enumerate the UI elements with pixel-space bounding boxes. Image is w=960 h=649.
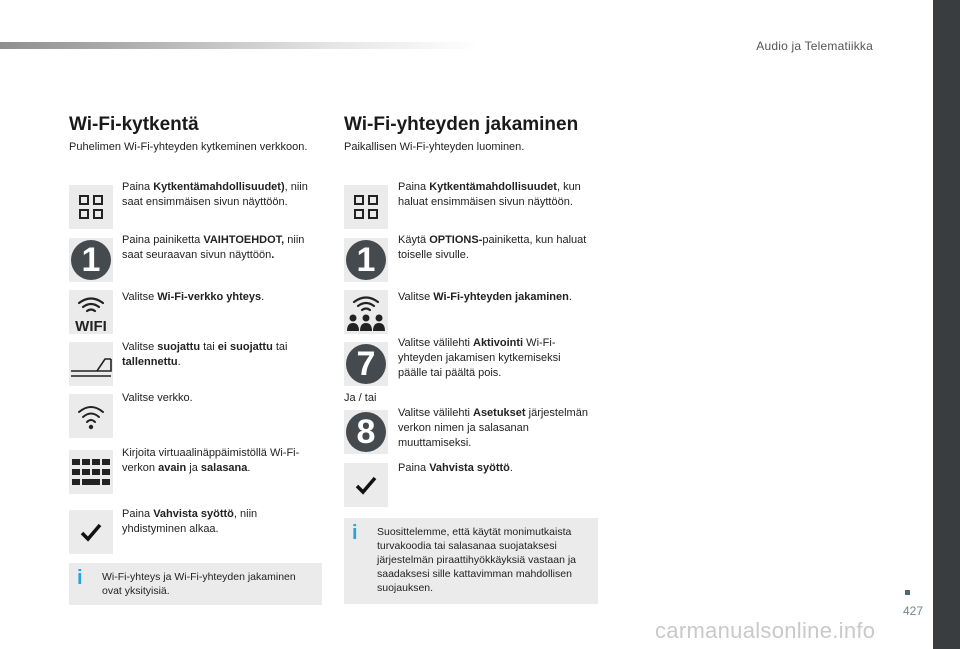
right-info-text: Suosittelemme, että käytät monimutkaista turvakoodia tai salasanaa suojataksesi järjestelmän piraattihyökkäyksiä vastaan ja saadaksesi sille kattavimman mahdollisen suojauksen.	[377, 526, 577, 594]
side-tab	[933, 0, 960, 649]
step-text-run: tai	[200, 341, 218, 353]
right-title: Wi-Fi-yhteyden jakaminen	[344, 114, 579, 135]
step-text-run: Wi-Fi-yhteyden jakamisen kytkemiseksi päälle tai päältä pois.	[398, 337, 561, 379]
left-step-3	[122, 290, 322, 305]
step-text-run: OPTIONS-	[429, 234, 483, 246]
menu-grid-icon	[344, 185, 388, 229]
menu-grid-icon	[69, 185, 113, 229]
tab-icon	[69, 342, 113, 386]
step-text-run: tallennettu	[122, 356, 178, 368]
right-step-6	[398, 461, 588, 476]
step-text-run: Asetukset	[473, 407, 526, 419]
step-text-run: Aktivointi	[473, 337, 524, 349]
step-text-run: .	[177, 356, 181, 368]
wifi-sharing-icon	[344, 290, 388, 334]
step-text-run: painiketta, kun haluat toiselle sivulle.	[398, 234, 587, 261]
number-8-icon: 8	[344, 410, 388, 454]
number-7-icon: 7	[344, 342, 388, 386]
step-text-run: Wi-Fi-yhteyden jakaminen	[433, 291, 569, 303]
step-text-run: Wi-Fi-verkko yhteys	[157, 291, 262, 303]
number-1-icon: 1	[69, 238, 113, 282]
step-text-run: .	[271, 249, 275, 261]
step-text-run: , niin saat ensimmäisen sivun näyttöön.	[122, 181, 308, 208]
step-text-run: Paina painiketta	[122, 234, 204, 246]
left-step-1	[122, 180, 317, 210]
left-subtitle: Puhelimen Wi-Fi-yhteyden kytkeminen verkkoon.	[69, 141, 308, 153]
or-label: Ja / tai	[344, 392, 377, 404]
page-number: 427	[903, 604, 924, 618]
svg-text:WIFI: WIFI	[75, 318, 107, 333]
number-1-icon: 1	[344, 238, 388, 282]
step-text-run: , niin yhdistyminen alkaa.	[122, 508, 258, 535]
step-text-run: Käytä	[398, 234, 430, 246]
step-text-run: niin saat seuraavan sivun näyttöön	[122, 234, 305, 261]
step-text-run: Kytkentämahdollisuudet)	[153, 181, 285, 193]
step-text-run: Valitse välilehti	[398, 407, 473, 419]
left-info-box	[69, 563, 322, 605]
wifi-label-icon	[69, 290, 113, 334]
page-marker	[905, 590, 910, 595]
left-step-7	[122, 507, 322, 537]
step-text-run: tai	[272, 341, 288, 353]
step-text-run: VAIHTOEHDOT,	[203, 234, 285, 246]
right-info-box	[344, 518, 598, 604]
right-step-3	[398, 290, 598, 305]
checkmark-icon	[69, 510, 113, 554]
step-text-run: Paina	[398, 181, 430, 193]
step-text-run: suojattu	[157, 341, 201, 353]
step-text-run: .	[247, 462, 251, 474]
left-title: Wi-Fi-kytkentä	[69, 114, 199, 135]
step-text-run: Paina	[122, 181, 154, 193]
right-step-4	[398, 336, 588, 381]
step-text-run: .	[568, 291, 572, 303]
step-text-run: Paina	[122, 508, 154, 520]
left-step-4	[122, 340, 322, 370]
left-step-5	[122, 391, 322, 406]
step-text-run: Valitse verkko.	[122, 392, 193, 404]
keyboard-icon	[69, 450, 113, 494]
step-text-run: .	[509, 462, 513, 474]
step-text-run: Vahvista syöttö	[153, 508, 234, 520]
right-step-2	[398, 233, 588, 263]
step-text-run: Valitse	[398, 291, 434, 303]
watermark: carmanualsonline.info	[655, 618, 876, 643]
step-text-run: Kytkentämahdollisuudet	[429, 181, 557, 193]
right-step-1	[398, 180, 588, 210]
step-text-run: avain	[158, 462, 187, 474]
left-step-6	[122, 446, 322, 476]
step-text-run: ei suojattu	[217, 341, 273, 353]
left-info-text: Wi-Fi-yhteys ja Wi-Fi-yhteyden jakaminen ovat yksityisiä.	[102, 571, 296, 597]
wifi-icon	[69, 394, 113, 438]
step-text-run: Kirjoita virtuaalinäppäimistöllä Wi-Fi-verkon	[122, 447, 300, 474]
step-text-run: järjestelmän verkon nimen ja salasanan muuttamiseksi.	[398, 407, 588, 449]
section-title: Audio ja Telematiikka	[756, 39, 873, 53]
step-text-run: , kun haluat ensimmäisen sivun näyttöön.	[398, 181, 581, 208]
info-icon: i	[77, 567, 83, 589]
left-step-2	[122, 233, 322, 263]
step-text-run: Paina	[398, 462, 430, 474]
info-icon: i	[352, 522, 358, 544]
step-text-run: salasana	[200, 462, 248, 474]
step-text-run: .	[261, 291, 265, 303]
right-step-5	[398, 406, 588, 451]
step-text-run: Valitse	[122, 341, 158, 353]
right-subtitle: Paikallisen Wi-Fi-yhteyden luominen.	[344, 141, 525, 153]
step-text-run: ja	[186, 462, 201, 474]
step-text-run: Valitse välilehti	[398, 337, 473, 349]
step-text-run: Vahvista syöttö	[429, 462, 510, 474]
header-gradient-bar	[0, 42, 480, 49]
step-text-run: Valitse	[122, 291, 158, 303]
checkmark-icon	[344, 463, 388, 507]
